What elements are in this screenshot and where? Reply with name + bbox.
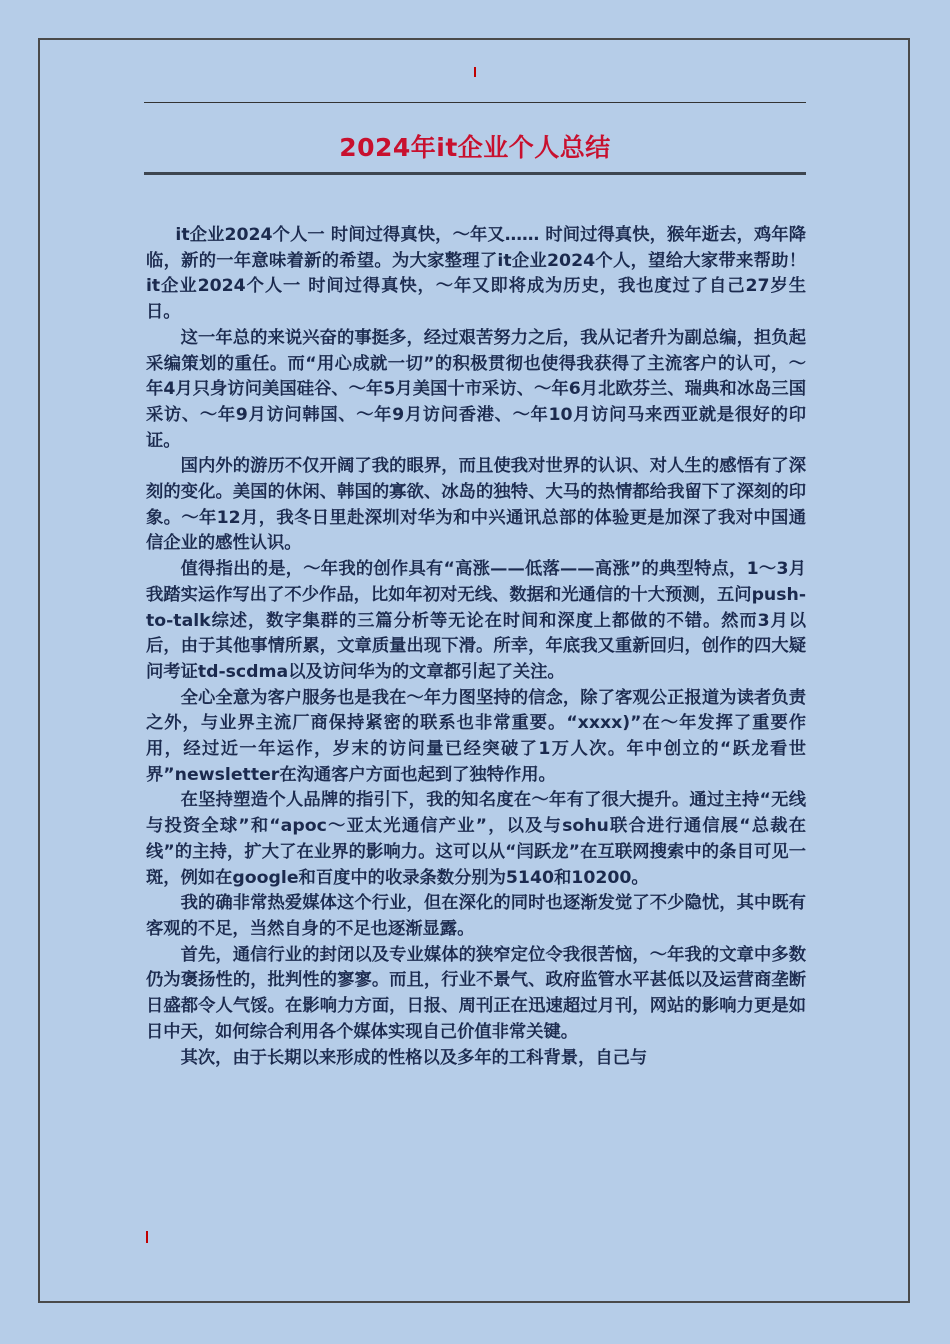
paragraph-travel: 国内外的游历不仅开阔了我的眼界，而且使我对世界的认识、对人生的感悟有了深刻的变化。美国的休闲、韩国的寡欲、冰岛的独特、大马的热情都给我留下了深刻的印象。～年12月，我冬日里赴深圳对华为和中兴通讯总部的体验更是加深了我对中国通信企业的感性认识。: [146, 456, 806, 554]
footer-cursor-mark: [146, 1231, 148, 1243]
paragraph-concerns: 我的确非常热爱媒体这个行业，但在深化的同时也逐渐发觉了不少隐忧，其中既有客观的不足，当然自身的不足也逐渐显露。: [146, 893, 806, 939]
document-title: 2024年it企业个人总结: [339, 133, 611, 162]
paragraph-writing: 值得指出的是，～年我的创作具有“高涨——低落——高涨”的典型特点，1～3月我踏实运作写出了不少作品，比如年初对无线、数据和光通信的十大预测，五问push-to-talk综述，数字集群的三篇分析等无论在时间和深度上都做的不错。然而3月以后，由于其他事情所累，文章质量出现下滑。所幸，年底我又重新回归，创作的四大疑问考证td-scdma以及访问华为的文章都引起了关注。: [146, 559, 806, 682]
paragraph-intro: it企业2024个人一 时间过得真快，～年又…… 时间过得真快，猴年逝去，鸡年降临，新的一年意味着新的希望。为大家整理了it企业2024个人，望给大家带来帮助！ it企业2024个人一 时间过得真快，～年又即将成为历史，我也度过了自己27岁生日。: [146, 225, 806, 323]
document-body: [146, 223, 806, 1071]
paragraph-second-issue: 其次，由于长期以来形成的性格以及多年的工科背景，自己与: [180, 1047, 648, 1068]
title-underline: [144, 172, 806, 175]
paragraph-first-issue: 首先，通信行业的封闭以及专业媒体的狭窄定位令我很苦恼，～年我的文章中多数仍为褒扬性的，批判性的寥寥。而且，行业不景气、政府监管水平甚低以及运营商垄断日盛都令人气馁。在影响力方面，日报、周刊正在迅速超过月刊，网站的影响力更是如日中天，如何综合利用各个媒体实现自己价值非常关键。: [146, 944, 806, 1042]
header-cursor-mark: [474, 67, 476, 77]
paragraph-service: 全心全意为客户服务也是我在～年力图坚持的信念，除了客观公正报道为读者负责之外，与业界主流厂商保持紧密的联系也非常重要。“xxxx)”在～年发挥了重要作用，经过近一年运作，岁末的访问量已经突破了1万人次。年中创立的“跃龙看世界”newsletter在沟通客户方面也起到了独特作用。: [146, 687, 806, 785]
header-rule: [144, 102, 806, 103]
paragraph-brand: 在坚持塑造个人品牌的指引下，我的知名度在～年有了很大提升。通过主持“无线与投资全球”和“apoc～亚太光通信产业”，以及与sohu联合进行通信展“总裁在线”的主持，扩大了在业界的影响力。这可以从“闫跃龙”在互联网搜索中的条目可见一斑，例如在google和百度中的收录条数分别为5140和10200。: [146, 790, 806, 888]
paragraph-promotion: 这一年总的来说兴奋的事挺多，经过艰苦努力之后，我从记者升为副总编，担负起采编策划的重任。而“用心成就一切”的积极贯彻也使得我获得了主流客户的认可，～年4月只身访问美国硅谷、～年5月美国十市采访、～年6月北欧芬兰、瑞典和冰岛三国采访、～年9月访问韩国、～年9月访问香港、～年10月访问马来西亚就是很好的印证。: [146, 327, 806, 451]
